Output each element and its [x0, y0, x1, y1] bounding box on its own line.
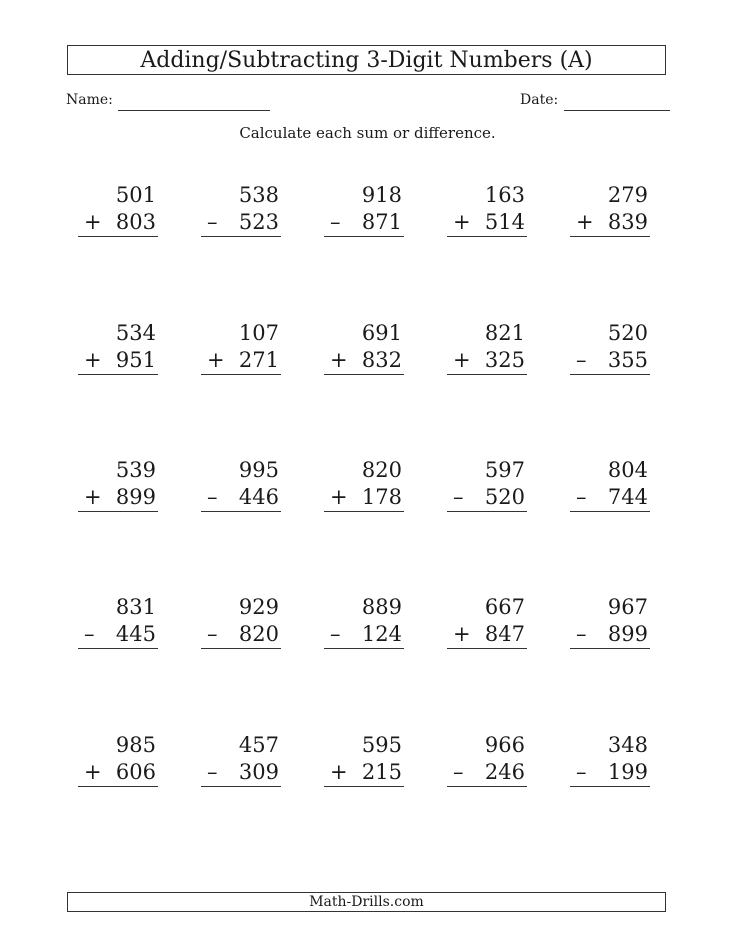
bottom-number: 215 — [361, 760, 402, 784]
top-number: 107 — [238, 321, 279, 345]
top-number: 595 — [361, 733, 402, 757]
minus-sign: – — [207, 760, 218, 784]
bottom-row — [570, 759, 650, 787]
problem-1-5 — [570, 182, 650, 237]
minus-sign: – — [453, 485, 464, 509]
problem-1-3 — [324, 182, 404, 237]
bottom-number: 899 — [115, 485, 156, 509]
problem-2-1 — [78, 320, 158, 375]
bottom-row — [78, 209, 158, 237]
top-number: 348 — [607, 733, 648, 757]
top-number: 520 — [607, 321, 648, 345]
plus-sign: + — [207, 348, 225, 372]
bottom-row — [78, 484, 158, 512]
bottom-number: 446 — [238, 485, 279, 509]
problem-3-3 — [324, 457, 404, 512]
bottom-row — [570, 209, 650, 237]
bottom-row — [570, 621, 650, 649]
minus-sign: – — [207, 622, 218, 646]
bottom-row — [201, 759, 281, 787]
problem-5-4 — [447, 732, 527, 787]
problem-2-5 — [570, 320, 650, 375]
bottom-row — [201, 484, 281, 512]
bottom-row — [447, 759, 527, 787]
minus-sign: – — [84, 622, 95, 646]
plus-sign: + — [576, 210, 594, 234]
bottom-number: 199 — [607, 760, 648, 784]
top-number: 966 — [484, 733, 525, 757]
bottom-row — [201, 209, 281, 237]
bottom-row — [201, 621, 281, 649]
bottom-number: 520 — [484, 485, 525, 509]
bottom-row — [324, 484, 404, 512]
problem-3-5 — [570, 457, 650, 512]
problem-5-5 — [570, 732, 650, 787]
bottom-row — [447, 209, 527, 237]
minus-sign: – — [576, 485, 587, 509]
plus-sign: + — [84, 210, 102, 234]
minus-sign: – — [576, 622, 587, 646]
bottom-number: 514 — [484, 210, 525, 234]
plus-sign: + — [84, 485, 102, 509]
bottom-number: 839 — [607, 210, 648, 234]
top-number: 821 — [484, 321, 525, 345]
bottom-row — [78, 759, 158, 787]
minus-sign: – — [576, 348, 587, 372]
bottom-row — [78, 347, 158, 375]
bottom-number: 803 — [115, 210, 156, 234]
top-number: 985 — [115, 733, 156, 757]
minus-sign: – — [330, 622, 341, 646]
problem-4-5 — [570, 594, 650, 649]
top-number: 279 — [607, 183, 648, 207]
bottom-row — [324, 209, 404, 237]
plus-sign: + — [453, 210, 471, 234]
problem-4-2 — [201, 594, 281, 649]
instructions: Calculate each sum or difference. — [239, 124, 496, 142]
top-number: 163 — [484, 183, 525, 207]
top-number: 889 — [361, 595, 402, 619]
bottom-number: 871 — [361, 210, 402, 234]
problem-4-4 — [447, 594, 527, 649]
bottom-row — [324, 759, 404, 787]
top-number: 538 — [238, 183, 279, 207]
top-number: 457 — [238, 733, 279, 757]
plus-sign: + — [330, 485, 348, 509]
bottom-row — [201, 347, 281, 375]
problem-4-1 — [78, 594, 158, 649]
footer-credit: Math-Drills.com — [67, 892, 666, 912]
top-number: 929 — [238, 595, 279, 619]
bottom-number: 124 — [361, 622, 402, 646]
top-number: 831 — [115, 595, 156, 619]
problem-1-1 — [78, 182, 158, 237]
bottom-row — [447, 621, 527, 649]
bottom-number: 820 — [238, 622, 279, 646]
plus-sign: + — [453, 348, 471, 372]
bottom-number: 523 — [238, 210, 279, 234]
minus-sign: – — [207, 485, 218, 509]
plus-sign: + — [84, 760, 102, 784]
problem-5-3 — [324, 732, 404, 787]
date-label: Date: — [520, 92, 559, 108]
name-label: Name: — [66, 92, 113, 108]
problem-1-2 — [201, 182, 281, 237]
problem-1-4 — [447, 182, 527, 237]
problem-4-3 — [324, 594, 404, 649]
bottom-row — [447, 347, 527, 375]
minus-sign: – — [330, 210, 341, 234]
bottom-number: 325 — [484, 348, 525, 372]
top-number: 667 — [484, 595, 525, 619]
bottom-number: 355 — [607, 348, 648, 372]
minus-sign: – — [453, 760, 464, 784]
bottom-row — [324, 621, 404, 649]
problem-3-2 — [201, 457, 281, 512]
problem-5-1 — [78, 732, 158, 787]
problem-3-4 — [447, 457, 527, 512]
top-number: 534 — [115, 321, 156, 345]
problem-5-2 — [201, 732, 281, 787]
bottom-row — [570, 347, 650, 375]
bottom-number: 847 — [484, 622, 525, 646]
top-number: 691 — [361, 321, 402, 345]
bottom-number: 951 — [115, 348, 156, 372]
top-number: 967 — [607, 595, 648, 619]
plus-sign: + — [330, 348, 348, 372]
worksheet-title: Adding/Subtracting 3-Digit Numbers (A) — [67, 45, 666, 75]
bottom-row — [78, 621, 158, 649]
bottom-number: 606 — [115, 760, 156, 784]
bottom-number: 832 — [361, 348, 402, 372]
minus-sign: – — [207, 210, 218, 234]
minus-sign: – — [576, 760, 587, 784]
plus-sign: + — [84, 348, 102, 372]
bottom-number: 445 — [115, 622, 156, 646]
problem-3-1 — [78, 457, 158, 512]
bottom-number: 744 — [607, 485, 648, 509]
top-number: 539 — [115, 458, 156, 482]
top-number: 804 — [607, 458, 648, 482]
bottom-row — [570, 484, 650, 512]
top-number: 597 — [484, 458, 525, 482]
problem-2-3 — [324, 320, 404, 375]
plus-sign: + — [453, 622, 471, 646]
bottom-row — [324, 347, 404, 375]
bottom-number: 899 — [607, 622, 648, 646]
top-number: 820 — [361, 458, 402, 482]
bottom-number: 271 — [238, 348, 279, 372]
bottom-number: 246 — [484, 760, 525, 784]
top-number: 501 — [115, 183, 156, 207]
top-number: 918 — [361, 183, 402, 207]
problem-2-4 — [447, 320, 527, 375]
bottom-number: 178 — [361, 485, 402, 509]
bottom-number: 309 — [238, 760, 279, 784]
problem-2-2 — [201, 320, 281, 375]
bottom-row — [447, 484, 527, 512]
top-number: 995 — [238, 458, 279, 482]
plus-sign: + — [330, 760, 348, 784]
